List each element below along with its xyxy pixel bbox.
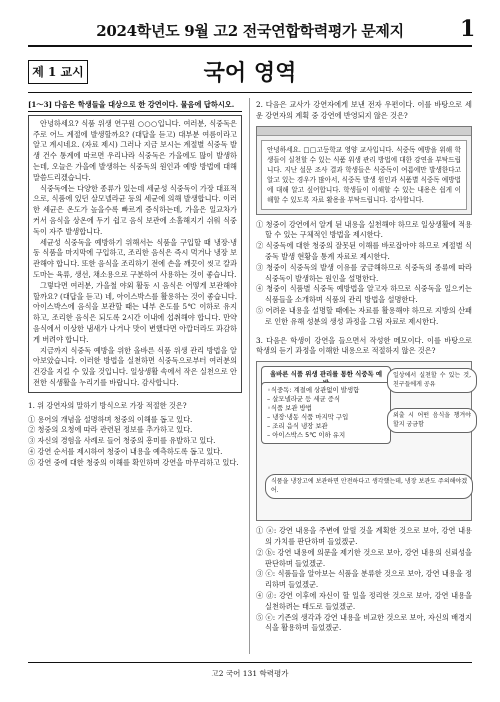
memo-title: 올바른 식품 위생 관리를 통한 식중독 예 (261, 366, 391, 392)
page-footer: 고2 국어 131 학력평가 (211, 669, 289, 678)
passage-paragraph: 안녕하세요? 식품 위생 연구원 ○○○입니다. 여러분, 식중독은 주로 어느 계절에 발생할까요? (대답을 듣고) 대부분 여름이라고 알고 계시네요. (자료 제시) 그러나 지금 보시는 계절별 식중독 발생 건수 통계에 따르면 우리나라 식중독은 가을에도 많이 발생하는데, 오늘은 가을에 발생하는 식중독의 원인과 예방 방법에 대해 말씀드리겠습니다. (33, 118, 237, 182)
passage-paragraph: 그렇다면 여러분, 가을철 야외 활동 시 음식은 어떻게 보관해야 할까요? (대답을 듣고) 네, 아이스박스를 활용하는 것이 좋습니다. 아이스박스에 음식을 보관할 때는 내부 온도를 5℃ 이하로 유지하고, 조리한 음식은 되도록 2시간 이내에 섭취해야 합니다. 만약 음식에서 이상한 냄새가 나거나 맛이 변했다면 아깝더라도 과감하게 버려야 합니다. (33, 280, 237, 344)
memo-line: – 냉장·냉동 식품 마지막 구입 (267, 413, 349, 422)
q3-option-5[interactable]: ⑤ ⓔ: 기존의 생각과 강연 내용을 비교한 것으로 보아, 자신의 배경지식을 활용하며 들었겠군. (256, 612, 472, 633)
q2-option-4[interactable]: ④ 청중이 식품별 식중독 예방법을 알고자 하므로 식중독을 일으키는 식품들을 소개하며 식품의 관리 방법을 설명한다. (256, 284, 472, 305)
note-b: 외출 시 어떤 음식을 챙겨야 할지 궁금함 (387, 408, 477, 433)
exam-title: 2024학년도 9월 고2 전국연합학력평가 문제지 (96, 22, 404, 40)
memo-figure (256, 361, 472, 521)
passage-paragraph: 세균성 식중독을 예방하기 위해서는 식품을 구입할 때 냉장·냉동 식품을 마지막에 구입하고, 조리한 음식은 즉시 먹거나 냉장 보관해야 합니다. 또한 음식을 조리하기 전에 손을 깨끗이 씻고 칼과 도마는 육류, 생선, 채소용으로 구분하여 사용하는 것이 좋습니다. (33, 237, 237, 279)
question-2 (256, 100, 472, 328)
session-box: 제 1 교시 (28, 60, 88, 84)
right-column (256, 100, 472, 634)
memo-line: ◦식품 보관 방법 (267, 404, 312, 413)
email-window (256, 126, 472, 215)
q1-option-3[interactable]: ③ 자신의 경험을 사례로 들어 청중의 흥미를 유발하고 있다. (28, 436, 216, 446)
memo-line: – 아이스박스 5℃ 이하 유지 (267, 431, 346, 440)
email-title-bar (257, 127, 471, 136)
column-divider (249, 98, 250, 654)
left-column (28, 100, 242, 469)
footer-rule (28, 662, 472, 663)
q3-option-4[interactable]: ④ ⓓ: 강연 이후에 자신이 할 일을 정리한 것으로 보아, 강연 내용을 실천하려는 태도로 들었겠군. (256, 590, 472, 611)
question-1-stem: 1. 위 강연자의 말하기 방식으로 가장 적절한 것은? (28, 400, 187, 410)
passage-paragraph: 식중독에는 다양한 종류가 있는데 세균성 식중독이 가장 대표적으로, 식품에 있던 살모넬라균 등의 세균에 의해 발생합니다. 이러한 세균은 온도가 높을수록 빠르게 증식하는데, 가을은 일교차가 커서 음식을 상온에 두기 쉽고 음식 보관에 소홀해지기 쉬워 식중독이 자주 발생합니다. (33, 183, 237, 236)
memo-line: ◦식중독: 계절에 상관없이 발생함 (267, 386, 360, 395)
note-c: 식품을 냉장고에 보관하면 안전하다고 생각했는데, 냉장 보관도 주의해야겠어. (265, 474, 473, 499)
question-2-stem: 2. 다음은 교사가 강연자에게 보낸 전자 우편이다. 이를 바탕으로 세운 강연자의 계획 중 강연에 반영되지 않은 것은? (256, 100, 472, 120)
email-body: 안녕하세요. □□고등학교 영양 교사입니다. 식중독 예방을 위해 학생들이 실천할 수 있는 식품 위생 관리 방법에 대한 강연을 부탁드립니다. 지난 설문 조사 결과 학생들은 식중독이 여름에만 발생한다고 알고 있는 경우가 많아서, 식중독 발생 원인과 식품별 식중독 예방법에 대해 알고 싶어합니다. 학생들이 이해할 수 있는 내용은 쉽게 이해할 수 있도록 자료 활용을 부탁드립니다. 감사합니다. (261, 140, 467, 210)
q2-option-1[interactable]: ① 청중이 강연에서 알게 된 내용을 실천해야 하므로 일상생활에 적용할 수 있는 구체적인 방법을 제시한다. (256, 219, 472, 240)
memo-line: – 살모넬라균 등 세균 증식 (267, 395, 341, 404)
q1-option-4[interactable]: ④ 강연 순서를 제시하여 청중이 내용을 예측하도록 돕고 있다. (28, 446, 223, 456)
page-number: 1 (460, 16, 476, 42)
subject-rule (28, 92, 472, 93)
lecture-passage (28, 115, 242, 393)
memo-line: – 조리 음식 냉장 보관 (267, 422, 328, 431)
passage-header: [1～3] 다음은 학생들을 대상으로 한 강연이다. 물음에 답하시오. (28, 100, 242, 112)
q1-option-5[interactable]: ⑤ 강연 중에 대한 청중의 이해를 확인하며 강연을 마무리하고 있다. (28, 457, 239, 467)
question-1 (28, 401, 242, 469)
q3-option-3[interactable]: ③ ⓒ: 식품들을 알아보는 식품을 분류한 것으로 보아, 강연 내용을 정리하며 들었겠군. (256, 569, 472, 590)
q2-option-2[interactable]: ② 식중독에 대한 청중의 잘못된 이해를 바로잡아야 하므로 계절별 식중독 발생 현황을 통계 자료로 제시한다. (256, 241, 472, 261)
question-3-stem: 3. 다음은 학생이 강연을 들으면서 작성한 메모이다. 이를 바탕으로 학생의 듣기 과정을 이해한 내용으로 적절하지 않은 것은? (256, 335, 472, 356)
q2-option-5[interactable]: ⑤ 어려운 내용을 설명할 때에는 자료를 활용해야 하므로 지방의 산패로 인한 유해 성분의 생성 과정을 그림 자료로 제시한다. (256, 305, 472, 326)
question-3 (256, 336, 472, 635)
header-rule (28, 45, 472, 47)
q3-option-1[interactable]: ① ⓐ: 강연 내용을 주변에 알릴 것을 계획한 것으로 보아, 강연 내용의 가치를 판단하며 들었겠군. (256, 526, 472, 546)
passage-paragraph: 지금까지 식중독 예방을 위한 올바른 식품 위생 관리 방법을 알아보았습니다. 이러한 방법을 실천하면 식중독으로부터 여러분의 건강을 지킬 수 있을 것입니다. 일상생활 속에서 작은 실천으로 안전한 식생활을 누리기를 바랍니다. 감사합니다. (33, 345, 237, 387)
q1-option-1[interactable]: ① 용어의 개념을 설명하며 청중의 이해를 돕고 있다. (28, 414, 193, 424)
q1-option-2[interactable]: ② 청중의 요청에 따라 관련된 정보를 추가하고 있다. (28, 425, 193, 435)
note-a: 일상에서 실천할 수 있는 것, 친구들에게 공유 (387, 368, 477, 393)
q2-option-3[interactable]: ③ 청중이 식중독의 발생 이유를 궁금해하므로 식중독의 종류에 따라 식중독이 발생하는 원인을 설명한다. (256, 262, 472, 283)
q3-option-2[interactable]: ② ⓑ: 강연 내용에 의문을 제기한 것으로 보아, 강연 내용의 신뢰성을 판단하며 들었겠군. (256, 547, 472, 568)
subject-title: 국어 영역 (203, 61, 297, 86)
memo-body (261, 382, 391, 444)
